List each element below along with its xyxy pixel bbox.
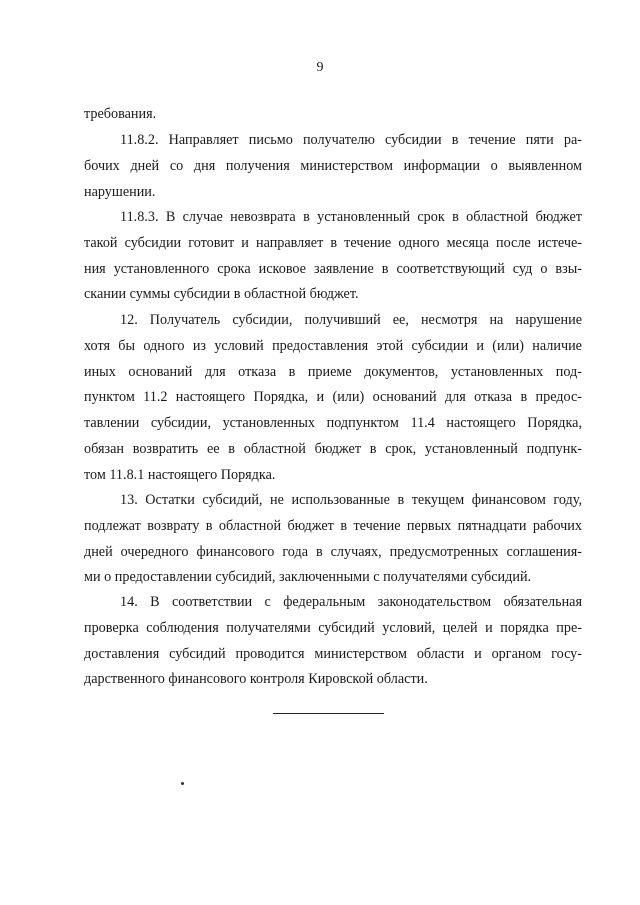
paragraph-line: доставления субсидий проводится министерством области и органом госу-	[84, 645, 582, 662]
paragraph-line: проверка соблюдения получателями субсидий условий, целей и порядка пре-	[84, 619, 582, 636]
paragraph-line: скании суммы субсидии в областной бюджет.	[84, 286, 359, 303]
paragraph-line: 14. В соответствии с федеральным законодательством обязательная	[120, 594, 582, 610]
paragraph-11-8-3	[84, 205, 582, 308]
paragraph-12	[84, 308, 582, 489]
paragraph-13	[84, 488, 582, 591]
scan-speck	[181, 782, 184, 785]
paragraph-line: требования.	[84, 106, 157, 122]
paragraph-line: 11.8.3. В случае невозврата в установленный срок в областной бюджет	[120, 209, 582, 225]
paragraph-continuation	[84, 102, 582, 128]
paragraph-line: пунктом 11.2 настоящего Порядка, и (или) оснований для отказа в предос-	[84, 389, 582, 406]
paragraph-line: дней очередного финансового года в случаях, предусмотренных соглашения-	[84, 543, 582, 560]
paragraph-line: обязан возвратить ее в областной бюджет в срок, установленный подпунк-	[84, 440, 582, 457]
paragraph-line: 12. Получатель субсидии, получивший ее, несмотря на нарушение	[120, 312, 582, 328]
paragraph-line: нарушении.	[84, 183, 156, 200]
paragraph-line: такой субсидии готовит и направляет в течение одного месяца после истече-	[84, 234, 582, 251]
paragraph-14	[84, 590, 582, 693]
paragraph-line: 13. Остатки субсидий, не использованные в текущем финансовом году,	[120, 492, 582, 508]
page-number: 9	[316, 60, 324, 75]
paragraph-line: хотя бы одного из условий предоставления этой субсидии и (или) наличие	[84, 337, 582, 354]
paragraph-line: иных оснований для отказа в приеме документов, установленных под-	[84, 363, 582, 380]
paragraph-line: 11.8.2. Направляет письмо получателю субсидии в течение пяти ра-	[120, 132, 582, 148]
paragraph-line: дарственного финансового контроля Кировской области.	[84, 671, 428, 688]
end-separator-line	[273, 713, 384, 714]
paragraph-line: подлежат возврату в областной бюджет в течение первых пятнадцати рабочих	[84, 517, 582, 534]
paragraph-line: том 11.8.1 настоящего Порядка.	[84, 466, 276, 483]
paragraph-line: ми о предоставлении субсидий, заключенными с получателями субсидий.	[84, 569, 532, 586]
paragraph-line: бочих дней со дня получения министерством информации о выявленном	[84, 157, 582, 174]
paragraph-line: тавлении субсидии, установленных подпунктом 11.4 настоящего Порядка,	[84, 415, 582, 432]
paragraph-11-8-2	[84, 128, 582, 205]
paragraph-line: ния установленного срока исковое заявление в соответствующий суд о взы-	[84, 260, 582, 277]
